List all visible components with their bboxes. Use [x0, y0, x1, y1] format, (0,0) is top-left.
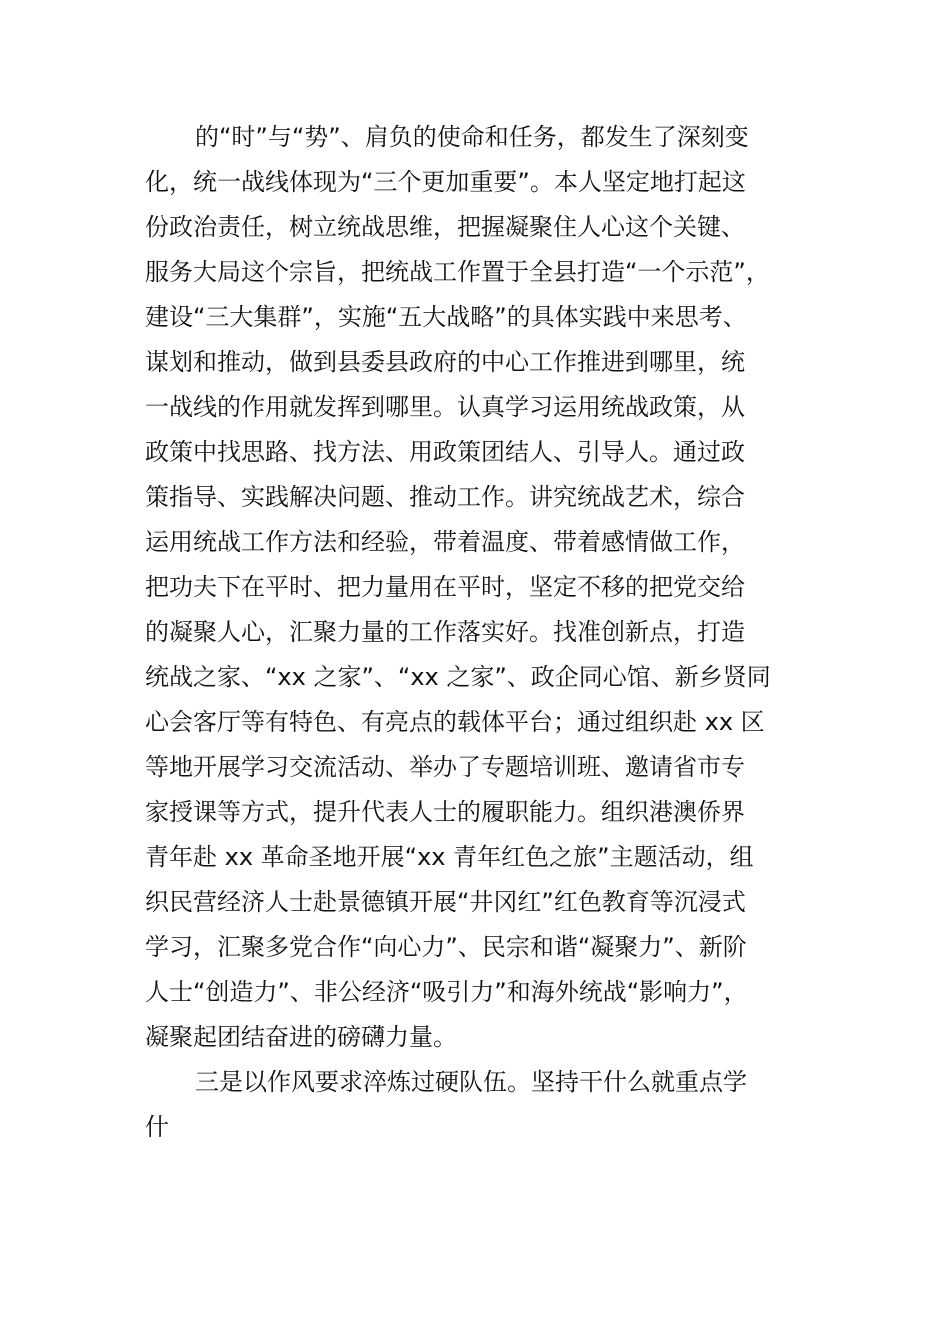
text-line: 服务大局这个宗旨，把统战工作置于全县打造“一个示范”，: [145, 258, 770, 286]
text-line: 谋划和推动，做到县委县政府的中心工作推进到哪里，统: [145, 348, 745, 376]
text-line: 政策中找思路、找方法、用政策团结人、引导人。通过政: [145, 438, 745, 466]
text-line: 凝聚起团结奋进的磅礴力量。: [145, 1023, 457, 1051]
text-line: 份政治责任，树立统战思维，把握凝聚住人心这个关键、: [145, 213, 745, 241]
text-line: 的“时”与“势”、肩负的使命和任务，都发生了深刻变: [195, 123, 749, 151]
text-line: 统战之家、“xx 之家”、“xx 之家”、政企同心馆、新乡贤同: [145, 663, 771, 691]
text-line: 心会客厅等有特色、有亮点的载体平台；通过组织赴 xx 区: [145, 708, 765, 736]
text-line: 学习，汇聚多党合作“向心力”、民宗和谐“凝聚力”、新阶: [145, 933, 747, 961]
text-line: 三是以作风要求淬炼过硬队伍。坚持干什么就重点学: [195, 1068, 747, 1096]
text-line: 织民营经济人士赴景德镇开展“井冈红”红色教育等沉浸式: [145, 888, 746, 916]
text-line: 家授课等方式，提升代表人士的履职能力。组织港澳侨界: [145, 798, 745, 826]
body-text: [145, 115, 835, 1150]
text-line: 一战线的作用就发挥到哪里。认真学习运用统战政策，从: [145, 393, 745, 421]
text-line: 什: [145, 1113, 169, 1141]
text-line: 人士“创造力”、非公经济“吸引力”和海外统战“影响力”，: [145, 978, 748, 1006]
text-line: 策指导、实践解决问题、推动工作。讲究统战艺术，综合: [145, 483, 745, 511]
text-line: 青年赴 xx 革命圣地开展“xx 青年红色之旅”主题活动，组: [145, 843, 754, 871]
text-line: 运用统战工作方法和经验，带着温度、带着感情做工作，: [145, 528, 745, 556]
text-line: 的凝聚人心，汇聚力量的工作落实好。找准创新点，打造: [145, 618, 745, 646]
text-line: 把功夫下在平时、把力量用在平时，坚定不移的把党交给: [145, 573, 745, 601]
text-line: 等地开展学习交流活动、举办了专题培训班、邀请省市专: [145, 753, 745, 781]
text-line: 化，统一战线体现为“三个更加重要”。本人坚定地打起这: [145, 168, 746, 196]
text-line: 建设“三大集群”，实施“五大战略”的具体实践中来思考、: [145, 303, 747, 331]
